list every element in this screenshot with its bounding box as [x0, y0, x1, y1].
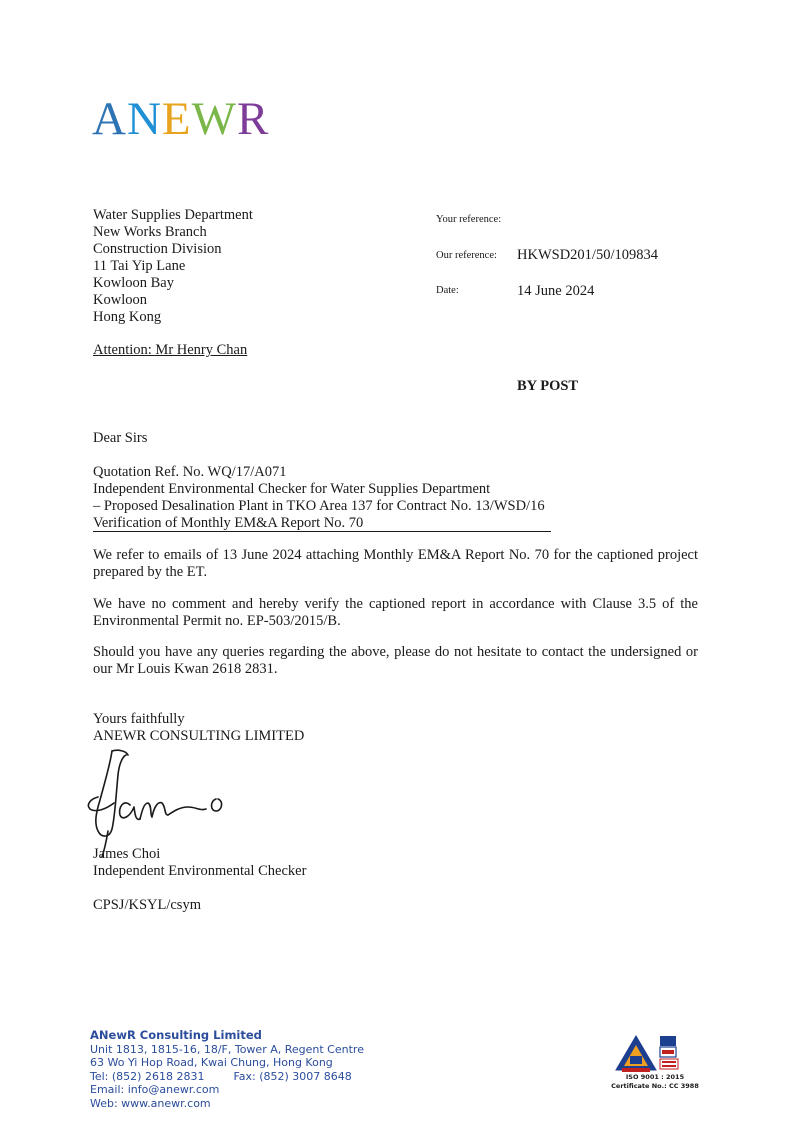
- footer-tel: Tel: (852) 2618 2831: [90, 1069, 205, 1083]
- recipient-address: [93, 207, 253, 326]
- salutation: Dear Sirs: [93, 430, 148, 446]
- footer-address: Unit 1813, 1815-16, 18/F, Tower A, Regent Centre: [90, 1042, 364, 1056]
- paragraph: We refer to emails of 13 June 2024 attaching Monthly EM&A Report No. 70 for the captioned project prepared by the ET.: [93, 547, 698, 580]
- footer-address: 63 Wo Yi Hop Road, Kwai Chung, Hong Kong: [90, 1056, 333, 1069]
- date-value: 14 June 2024: [517, 283, 595, 299]
- delivery-method: BY POST: [517, 378, 579, 394]
- paragraph: We have no comment and hereby verify the captioned report in accordance with Clause 3.5 of the Environmental Permit no. EP-503/2015/B.: [93, 596, 698, 629]
- signatory-name: James Choi: [93, 846, 161, 862]
- logo-letter: N: [126, 93, 162, 145]
- certificate-number: Certificate No.: CC 3988: [611, 1082, 699, 1090]
- date-label: Date:: [436, 285, 459, 296]
- address-line: Kowloon Bay: [93, 275, 174, 291]
- logo-letter: R: [237, 93, 270, 145]
- certification-text: [600, 1073, 710, 1091]
- address-line: Construction Division: [93, 241, 222, 257]
- subject-line: Independent Environmental Checker for Water Supplies Department: [93, 481, 491, 497]
- attention-line: Attention: Mr Henry Chan: [93, 342, 248, 358]
- logo-letter: E: [161, 93, 192, 145]
- your-reference-label: Your reference:: [436, 214, 502, 225]
- valediction: Yours faithfully: [93, 711, 185, 727]
- closing-company: ANEWR CONSULTING LIMITED: [93, 728, 305, 744]
- address-line: 11 Tai Yip Lane: [93, 258, 186, 274]
- subject-line: Quotation Ref. No. WQ/17/A071: [93, 464, 287, 480]
- subject-line: Verification of Monthly EM&A Report No. 70: [93, 516, 551, 532]
- address-line: Kowloon: [93, 292, 147, 308]
- address-line: Hong Kong: [93, 309, 162, 325]
- signatory-title: Independent Environmental Checker: [93, 863, 307, 879]
- reference-initials: CPSJ/KSYL/csym: [93, 897, 201, 913]
- footer-fax: Fax: (852) 3007 8648: [233, 1069, 352, 1083]
- footer-web[interactable]: Web: www.anewr.com: [90, 1096, 211, 1110]
- footer-contact: [90, 1029, 364, 1110]
- subject-line: – Proposed Desalination Plant in TKO Area 137 for Contract No. 13/WSD/16: [93, 498, 545, 514]
- paragraph: Should you have any queries regarding the above, please do not hesitate to contact the undersigned or our Mr Louis Kwan 2618 2831.: [93, 644, 698, 677]
- iso-label: ISO 9001 : 2015: [625, 1073, 685, 1081]
- logo-letter: W: [191, 93, 237, 145]
- footer-email[interactable]: Email: info@anewr.com: [90, 1083, 220, 1096]
- footer-company: ANewR Consulting Limited: [90, 1028, 262, 1042]
- logo-letter: A: [92, 93, 127, 145]
- subject-block: [93, 464, 698, 532]
- company-logo: [92, 93, 270, 145]
- our-reference-value: HKWSD201/50/109834: [517, 247, 658, 263]
- handwritten-signature: [82, 745, 252, 860]
- our-reference-label: Our reference:: [436, 250, 497, 261]
- address-line: Water Supplies Department: [93, 207, 253, 223]
- address-line: New Works Branch: [93, 224, 207, 240]
